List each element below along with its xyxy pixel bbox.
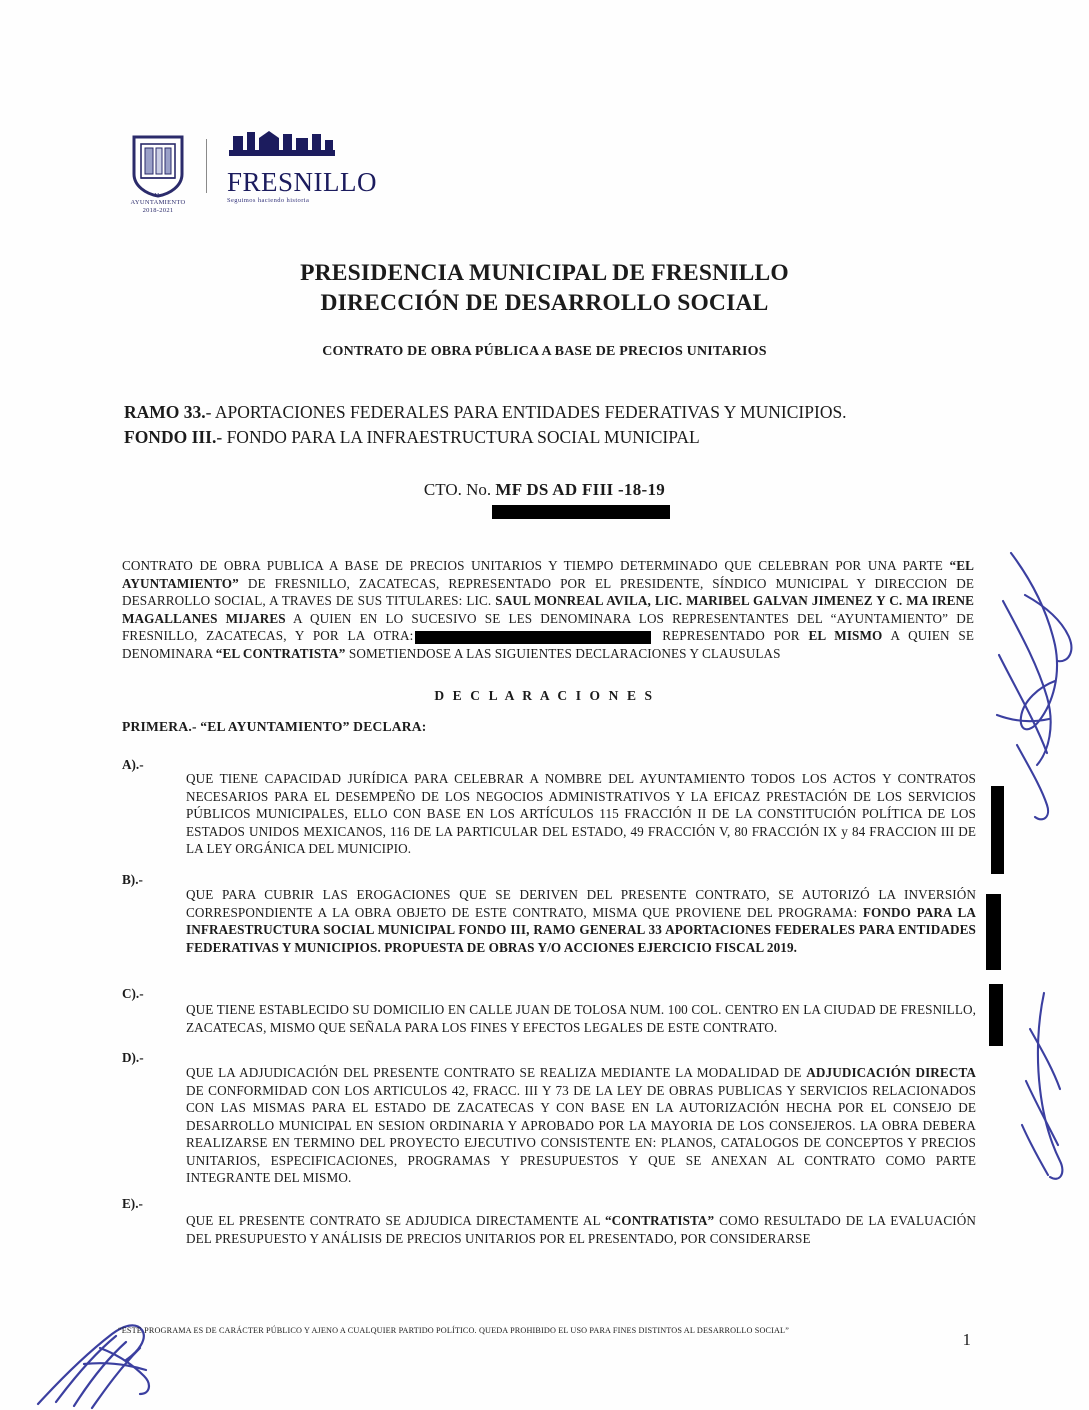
clause-e-text-c: COMO RESULTADO DE LA EVALUACIÓN DEL PRESUPUESTO Y ANÁLISIS DE PRECIOS UNITARIOS POR EL PRESENTADO, POR CONSIDERARSE <box>186 1213 977 1246</box>
clause-letter-a: A).- <box>122 757 144 772</box>
fresnillo-tagline: Seguimos haciendo historia <box>227 197 310 204</box>
intro-i: “EL CONTRATISTA” <box>215 645 346 661</box>
signature-top-right <box>995 535 1089 825</box>
contract-number-value: MF DS AD FIII -18-19 <box>495 480 666 499</box>
ramo-fondo-block <box>124 400 974 450</box>
intro-d: SAUL MONREAL AVILA, LIC. MARIBEL GALVAN JIMENEZ Y C. MA IRENE MAGALLANES MIJARES <box>122 593 974 626</box>
clause-body-d <box>186 1064 976 1187</box>
intro-c: DE FRESNILLO, ZACATECAS, REPRESENTADO POR EL PRESIDENTE, SÍNDICO MUNICIPAL Y DIRECCION DE DESARROLLO SOCIAL, A TRAVES DE SUS TITULARES: LIC. <box>122 575 974 609</box>
clause-e-text-a: QUE EL PRESENTE CONTRATO SE ADJUDICA DIRECTAMENTE AL <box>186 1213 605 1228</box>
redaction-bar-contract <box>492 505 670 519</box>
intro-g: EL MISMO <box>808 628 883 644</box>
fresnillo-logo <box>227 128 397 204</box>
shield-caption: H. AYUNTAMIENTO 2018-2021 <box>130 191 186 214</box>
intro-j: SOMETIENDOSE A LAS SIGUIENTES DECLARACIONES Y CLAUSULAS <box>345 645 781 661</box>
fondo-label: FONDO III. <box>124 426 217 447</box>
clause-e-text-b: “CONTRATISTA” <box>604 1213 715 1228</box>
footer-note: “ESTE PROGRAMA ES DE CARÁCTER PÚBLICO Y AJENO A CUALQUIER PARTIDO POLÍTICO. QUEDA PROHIBIDO EL USO PARA FINES DISTINTOS AL DESARROLLO SOCIAL” <box>118 1326 789 1335</box>
page-number: 1 <box>962 1330 971 1349</box>
redaction-bar-contractor-name <box>415 631 651 644</box>
clause-letter-d: D).- <box>122 1050 144 1065</box>
redaction-bar-margin-2 <box>986 894 1001 970</box>
redaction-bar-margin-3 <box>989 984 1003 1046</box>
intro-h: A QUIEN SE DENOMINARA <box>122 628 974 661</box>
intro-b: “EL AYUNTAMIENTO” <box>122 558 974 591</box>
clause-b-text-b: FONDO PARA LA INFRAESTRUCTURA SOCIAL MUNICIPAL FONDO III, RAMO GENERAL 33 APORTACIONES FEDERALES PARA ENTIDADES FEDERATIVAS Y MUNICIPIOS. PROPUESTA DE OBRAS Y/O ACCIONES EJERCICIO FISCAL 2019. <box>186 904 977 955</box>
clause-body-a: QUE TIENE CAPACIDAD JURÍDICA PARA CELEBRAR A NOMBRE DEL AYUNTAMIENTO TODOS LOS ACTOS Y CONTRATOS NECESARIOS PARA EL DESEMPEÑO DE LOS NEGOCIOS ADMINISTRATIVOS Y LA EFICAZ PRESTACIÓN DE LOS SERVICIOS PÚBLICOS MUNICIPALES, ELLO CON BASE EN LOS ARTÍCULOS 115 FRACCIÓN II DE LA CONSTITUCIÓN POLÍTICA DE LOS ESTADOS UNIDOS MEXICANOS, 116 DE LA PARTICULAR DEL ESTADO, 49 FRACCIÓN V, 80 FRACCIÓN IX y 84 FRACCION III DE LA LEY ORGÁNICA DEL MUNICIPIO. <box>186 771 976 857</box>
clause-letter-c: C).- <box>122 986 144 1001</box>
clause-letter-e: E).- <box>122 1196 143 1211</box>
logo-divider <box>206 139 207 193</box>
intro-e: A QUIEN EN LO SUCESIVO SE LES DENOMINARA LOS REPRESENTANTES DEL “AYUNTAMIENTO” DE FRESNILLO, ZACATECAS, Y POR LA OTRA: <box>122 610 974 644</box>
clause-d-text-a: QUE LA ADJUDICACIÓN DEL PRESENTE CONTRATO SE REALIZA MEDIANTE LA MODALIDAD DE <box>186 1065 807 1080</box>
fondo-text: - FONDO PARA LA INFRAESTRUCTURA SOCIAL MUNICIPAL <box>216 426 700 447</box>
title-line-2: DIRECCIÓN DE DESARROLLO SOCIAL <box>320 290 769 317</box>
clause-b-text-a: QUE PARA CUBRIR LAS EROGACIONES QUE SE DERIVEN DEL PRESENTE CONTRATO, SE AUTORIZÓ LA INVERSIÓN CORRESPONDIENTE A LA OBRA OBJETO DE ESTE CONTRATO, MISMA QUE PROVIENE DEL PROGRAMA: <box>186 887 976 920</box>
primera-heading: PRIMERA.- “EL AYUNTAMIENTO” DECLARA: <box>122 719 427 734</box>
redaction-bar-margin-1 <box>991 786 1004 874</box>
ramo-label: RAMO 33. <box>124 402 206 422</box>
intro-a: CONTRATO DE OBRA PUBLICA A BASE DE PRECIOS UNITARIOS Y TIEMPO DETERMINADO QUE CELEBRAN POR UNA PARTE <box>122 558 950 573</box>
clause-body-c: QUE TIENE ESTABLECIDO SU DOMICILIO EN CALLE JUAN DE TOLOSA NUM. 100 COL. CENTRO EN LA CIUDAD DE FRESNILLO, ZACATECAS, MISMO QUE SEÑALA PARA LOS FINES Y EFECTOS LEGALES DE ESTE CONTRATO. <box>186 1002 976 1035</box>
declaraciones-heading: D E C L A R A C I O N E S <box>434 688 655 703</box>
clause-body-e <box>186 1212 976 1247</box>
page-title <box>0 258 1089 360</box>
clause-d-text-c: DE CONFORMIDAD CON LOS ARTICULOS 42, FRACC. III Y 73 DE LA LEY DE OBRAS PUBLICAS Y SERVICIOS RELACIONADOS CON LAS MISMAS PARA EL ESTADO DE ZACATECAS Y CON BASE EN LA AUTORIZACIÓN HECHA POR EL CONSEJO DE DESARROLLO MUNICIPAL EN SESION ORDINARIA Y APROBADO POR LA MAYORIA DE LOS CONSEJEROS. LA OBRA DEBERA REALIZARSE EN TERMINO DEL PROYECTO EJECUTIVO CONSISTENTE EN: PLANOS, CATALOGOS DE CONCEPTOS Y PRECIOS UNITARIOS, ESPECIFICACIONES, PROGRAMAS Y PRESUPUESTOS Y QUE SE ANEXAN AL CONTRATO COMO PARTE INTEGRANTE DEL MISMO. <box>186 1082 976 1186</box>
clause-d-text-b: ADJUDICACIÓN DIRECTA <box>806 1065 976 1080</box>
title-line-1: PRESIDENCIA MUNICIPAL DE FRESNILLO <box>300 260 789 286</box>
municipal-shield-icon <box>130 134 186 214</box>
contract-number-label: CTO. No. <box>423 480 492 499</box>
document-subtitle: CONTRATO DE OBRA PÚBLICA A BASE DE PRECIOS UNITARIOS <box>322 344 767 360</box>
intro-paragraph <box>122 557 974 662</box>
contract-number-line <box>0 480 1089 500</box>
clause-body-b <box>186 886 976 956</box>
ramo-line <box>124 400 974 425</box>
fondo-line <box>124 425 974 450</box>
signature-right-lower <box>1016 985 1086 1195</box>
intro-f: REPRESENTADO POR <box>653 628 809 644</box>
aqueduct-icon <box>227 128 337 162</box>
fresnillo-wordmark: FRESNILLO <box>227 167 378 197</box>
ramo-text: - APORTACIONES FEDERALES PARA ENTIDADES FEDERATIVAS Y MUNICIPIOS. <box>205 402 847 422</box>
clause-letter-b: B).- <box>122 872 143 887</box>
document-header-logos <box>130 128 397 214</box>
